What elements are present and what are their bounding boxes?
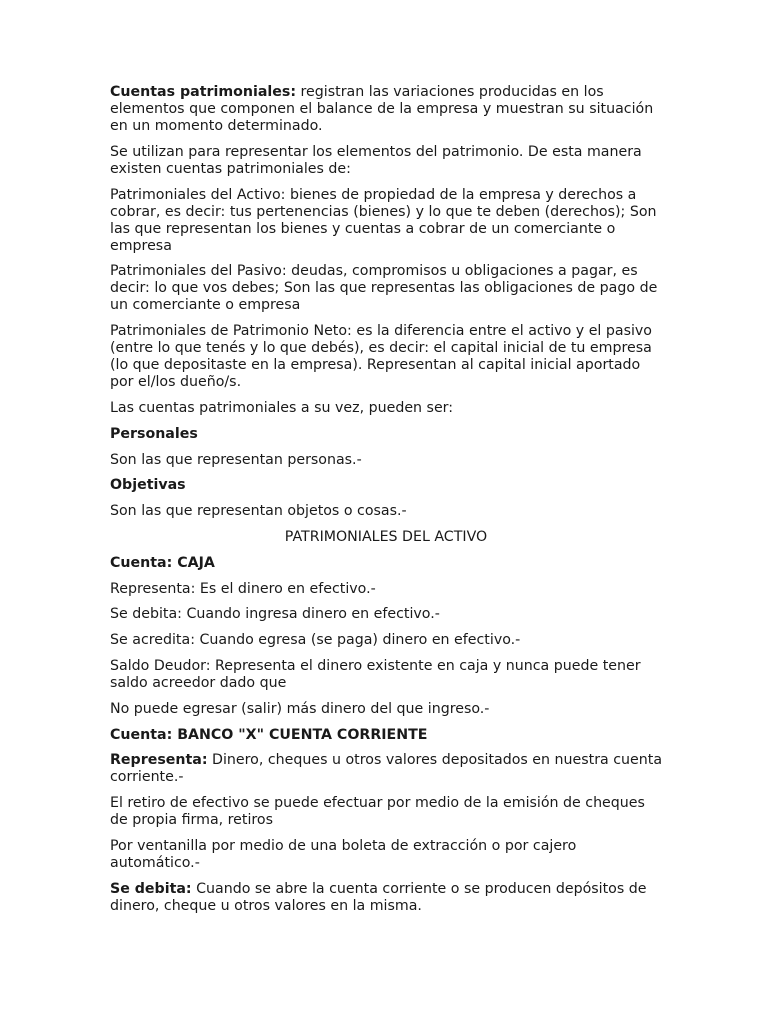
- caja-nota: No puede egresar (salir) más dinero del que ingreso.-: [110, 700, 490, 717]
- document-page: [110, 84, 662, 924]
- heading-cuenta-banco: Cuenta: BANCO "X" CUENTA CORRIENTE: [110, 726, 428, 743]
- paragraph-activo: Patrimoniales del Activo: bienes de propiedad de la empresa y derechos a cobrar, es decir: tus pertenencias (bienes) y lo que te deben (derechos); Son las que representan los bienes y cuentas a cobrar de un comerciante o empresa: [110, 186, 657, 254]
- heading-personales: Personales: [110, 425, 198, 442]
- heading-cuenta-caja: Cuenta: CAJA: [110, 554, 215, 571]
- paragraph-utilizan: Se utilizan para representar los elementos del patrimonio. De esta manera existen cuentas patrimoniales de:: [110, 143, 642, 177]
- paragraph-pasivo: Patrimoniales del Pasivo: deudas, compromisos u obligaciones a pagar, es decir: lo que vos debes; Son las que representas las obligaciones de pago de un comerciante o empresa: [110, 263, 658, 314]
- banco-debita-text: Cuando se abre la cuenta corriente o se producen depósitos de dinero, cheque u otros valores en la misma.: [110, 880, 647, 914]
- paragraph-patrimonio-neto: Patrimoniales de Patrimonio Neto: es la diferencia entre el activo y el pasivo (entre lo que tenés y lo que debés), es decir: el capital inicial de tu empresa (lo que depositaste en la empresa). Representan al capital inicial aportado por el/los dueño/s.: [110, 323, 652, 391]
- banco-ventanilla: Por ventanilla por medio de una boleta de extracción o por cajero automático.-: [110, 837, 577, 871]
- banco-debita: [110, 881, 662, 915]
- heading-objetivas: Objetivas: [110, 477, 186, 494]
- term-cuentas-patrimoniales: Cuentas patrimoniales:: [110, 84, 297, 100]
- banco-representa-text: Dinero, cheques u otros valores depositados en nuestra cuenta corriente.-: [110, 752, 663, 786]
- banco-representa-label: Representa:: [110, 752, 208, 769]
- paragraph-objetivas: Son las que representan objetos o cosas.-: [110, 503, 407, 520]
- definition-text: registran las variaciones producidas en los elementos que componen el balance de la empresa y muestran su situación en un momento determinado.: [110, 84, 654, 134]
- banco-debita-label: Se debita:: [110, 880, 192, 897]
- paragraph-pueden-ser: Las cuentas patrimoniales a su vez, pueden ser:: [110, 399, 454, 416]
- paragraph-cuentas-patrimoniales: [110, 84, 662, 135]
- banco-representa: [110, 752, 662, 786]
- section-title: PATRIMONIALES DEL ACTIVO: [284, 528, 488, 545]
- caja-acredita: Se acredita: Cuando egresa (se paga) dinero en efectivo.-: [110, 632, 521, 649]
- paragraph-personales: Son las que representan personas.-: [110, 451, 362, 468]
- caja-representa: Representa: Es el dinero en efectivo.-: [110, 580, 376, 597]
- caja-saldo: Saldo Deudor: Representa el dinero existente en caja y nunca puede tener saldo acreedor dado que: [110, 657, 641, 691]
- caja-debita: Se debita: Cuando ingresa dinero en efectivo.-: [110, 606, 440, 623]
- banco-retiro: El retiro de efectivo se puede efectuar por medio de la emisión de cheques de propia firma, retiros: [110, 795, 645, 829]
